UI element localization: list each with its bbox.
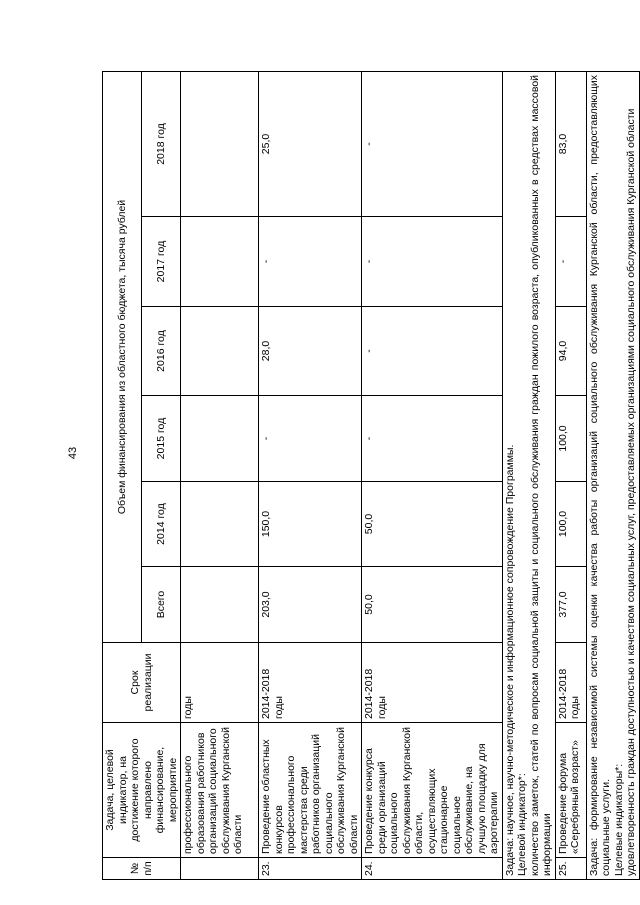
task-block [586, 71, 639, 879]
row-2017: - [362, 217, 503, 307]
row-name: Проведение конкурса среди организаций социального обслуживания Курганской области, осуществляющих стационарное социальное обслуживание, на лучшую площадку для аэротерапии [362, 723, 503, 858]
row-2014 [181, 482, 259, 567]
row-2017 [181, 217, 259, 307]
row-num [181, 858, 259, 880]
row-2016 [181, 307, 259, 396]
row-total: 50,0 [362, 567, 503, 643]
header-2015: 2015 год [142, 396, 181, 482]
table-row [259, 71, 362, 879]
header-row-1 [103, 71, 142, 879]
row-term: годы [181, 643, 259, 723]
indicator-label: Целевой индикатор*: [516, 773, 528, 876]
header-2018: 2018 год [142, 71, 181, 216]
row-2018 [181, 71, 259, 216]
task-cell [502, 71, 555, 879]
header-term: Срок реализации [103, 643, 181, 723]
row-2015: 100,0 [555, 396, 586, 482]
header-funding: Объем финансирования из областного бюджета, тысяча рублей [103, 71, 142, 642]
task-cell [586, 71, 639, 879]
row-2017: - [555, 217, 586, 307]
row-2014: 50,0 [362, 482, 503, 567]
header-2017: 2017 год [142, 217, 181, 307]
table-row [362, 71, 503, 879]
row-2018: - [362, 71, 503, 216]
row-num: 25. [555, 858, 586, 880]
row-2015: - [259, 396, 362, 482]
row-2016: 28,0 [259, 307, 362, 396]
row-2014: 150,0 [259, 482, 362, 567]
row-2017: - [259, 217, 362, 307]
row-num: 24. [362, 858, 503, 880]
funding-table [102, 71, 640, 880]
row-2014: 100,0 [555, 482, 586, 567]
table-row [555, 71, 586, 879]
table-row [181, 71, 259, 879]
row-total [181, 567, 259, 643]
header-2014: 2014 год [142, 482, 181, 567]
task-title: Задача: научное, научно-методическое и информационное сопровождение Программы. [503, 444, 516, 876]
row-total: 203,0 [259, 567, 362, 643]
header-num: № п/п [103, 858, 181, 880]
row-2016: 94,0 [555, 307, 586, 396]
row-term: 2014-2018 годы [362, 643, 503, 723]
row-term: 2014-2018 годы [259, 643, 362, 723]
rotated-page-content [102, 72, 637, 880]
task-title: Задача: формирование независимой системы оценки качества работы организаций социального обслуживания Курганской области, предоставляющих социальные услуги. [587, 74, 612, 876]
row-num: 23. [259, 858, 362, 880]
row-name: Проведение форума «Серебряный возраст» [555, 723, 586, 858]
row-name: профессионального образования работников организаций социального обслуживания Курганской области [181, 723, 259, 858]
row-2015 [181, 396, 259, 482]
row-term: 2014-2018 годы [555, 643, 586, 723]
task-block [502, 71, 555, 879]
page-number: 43 [67, 446, 79, 460]
header-task: Задача, целевой индикатор, на достижение которого направлено финансирование, мероприятие [103, 723, 181, 858]
row-2018: 83,0 [555, 71, 586, 216]
indicator-text: количество заметок, статей по вопросам социальной защиты и социального обслуживания граждан пожилого возраста, опубликованных в средствах массовой информации [528, 74, 553, 876]
row-name: Проведение областных конкурсов профессионального мастерства среди работников организаций социального обслуживания Курганской области [259, 723, 362, 858]
row-2018: 25,0 [259, 71, 362, 216]
header-2016: 2016 год [142, 307, 181, 396]
row-total: 377,0 [555, 567, 586, 643]
row-2016: - [362, 307, 503, 396]
indicator-label: Целевые индикаторы*: [612, 763, 625, 876]
header-total: Всего [142, 567, 181, 643]
row-2015: - [362, 396, 503, 482]
indicator-text: удовлетворенность граждан доступностью и качеством социальных услуг, предоставляемых организациями социального обслуживания Курганской области [625, 108, 637, 876]
